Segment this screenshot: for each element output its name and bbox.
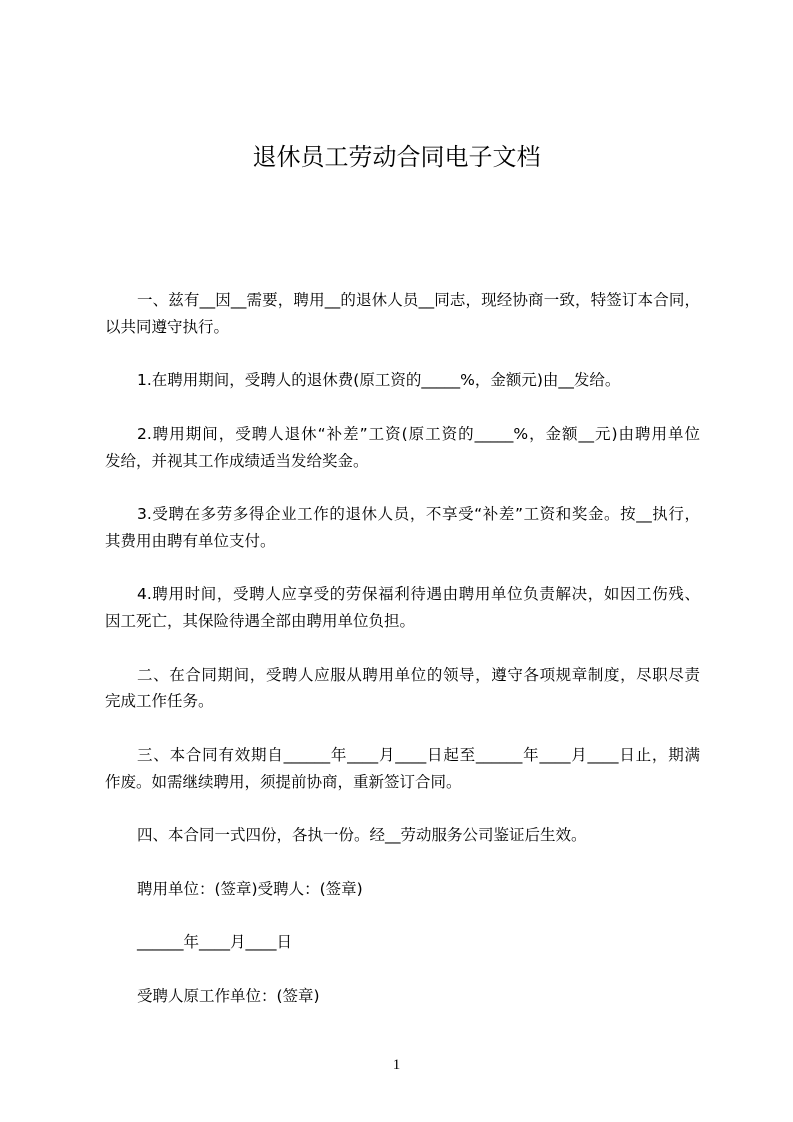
paragraph-line: 2.聘用期间，受聘人退休“补差”工资(原工资的_____%，金额__元)由聘用单位 <box>137 424 700 443</box>
paragraph-line: 作废。如需继续聘用，须提前协商，重新签订合同。 <box>105 772 462 791</box>
document-body <box>105 287 700 1036</box>
section-two <box>105 662 700 716</box>
clause-1 <box>105 367 700 394</box>
section-one-intro <box>105 287 700 341</box>
paragraph-line: 三、本合同有效期自______年____月____日起至______年____月____日止，期满 <box>137 745 700 764</box>
clause-2 <box>105 421 700 475</box>
paragraph-line: 四、本合同一式四份，各执一份。经__劳动服务公司鉴证后生效。 <box>137 826 587 844</box>
paragraph-line: 以共同遵守执行。 <box>105 317 230 336</box>
paragraph-line: 发给，并视其工作成绩适当发给奖金。 <box>105 451 369 470</box>
document-title: 退休员工劳动合同电子文档 <box>252 143 541 171</box>
paragraph-line: ______年____月____日 <box>137 933 293 951</box>
paragraph-line: 4.聘用时间，受聘人应享受的劳保福利待遇由聘用单位负责解决，如因工伤残、 <box>137 585 700 604</box>
paragraph-line: 一、兹有__因__需要，聘用__的退休人员__同志，现经协商一致，特签订本合同， <box>137 291 700 309</box>
paragraph-line: 3.受聘在多劳多得企业工作的退休人员，不享受“补差”工资和奖金。按__执行， <box>137 505 700 523</box>
paragraph-line: 完成工作任务。 <box>105 692 214 711</box>
paragraph-line: 因工死亡，其保险待遇全部由聘用单位负担。 <box>105 612 416 630</box>
paragraph-line: 其费用由聘有单位支付。 <box>105 531 276 550</box>
section-three <box>105 742 700 796</box>
clause-3 <box>105 501 700 555</box>
signature-employer-employee <box>105 876 700 903</box>
paragraph-line: 二、在合同期间，受聘人应服从聘用单位的领导，遵守各项规章制度，尽职尽责 <box>137 665 700 684</box>
signature-original-employer <box>105 983 700 1010</box>
paragraph-line: 受聘人原工作单位：(签章) <box>137 986 320 1005</box>
clause-4 <box>105 581 700 635</box>
page-number: 1 <box>392 1057 401 1073</box>
paragraph-line: 1.在聘用期间，受聘人的退休费(原工资的_____%，金额元)由__发给。 <box>137 371 621 390</box>
section-four <box>105 822 700 849</box>
signature-date <box>105 929 700 956</box>
paragraph-line: 聘用单位：(签章)受聘人：(签章) <box>137 879 363 898</box>
